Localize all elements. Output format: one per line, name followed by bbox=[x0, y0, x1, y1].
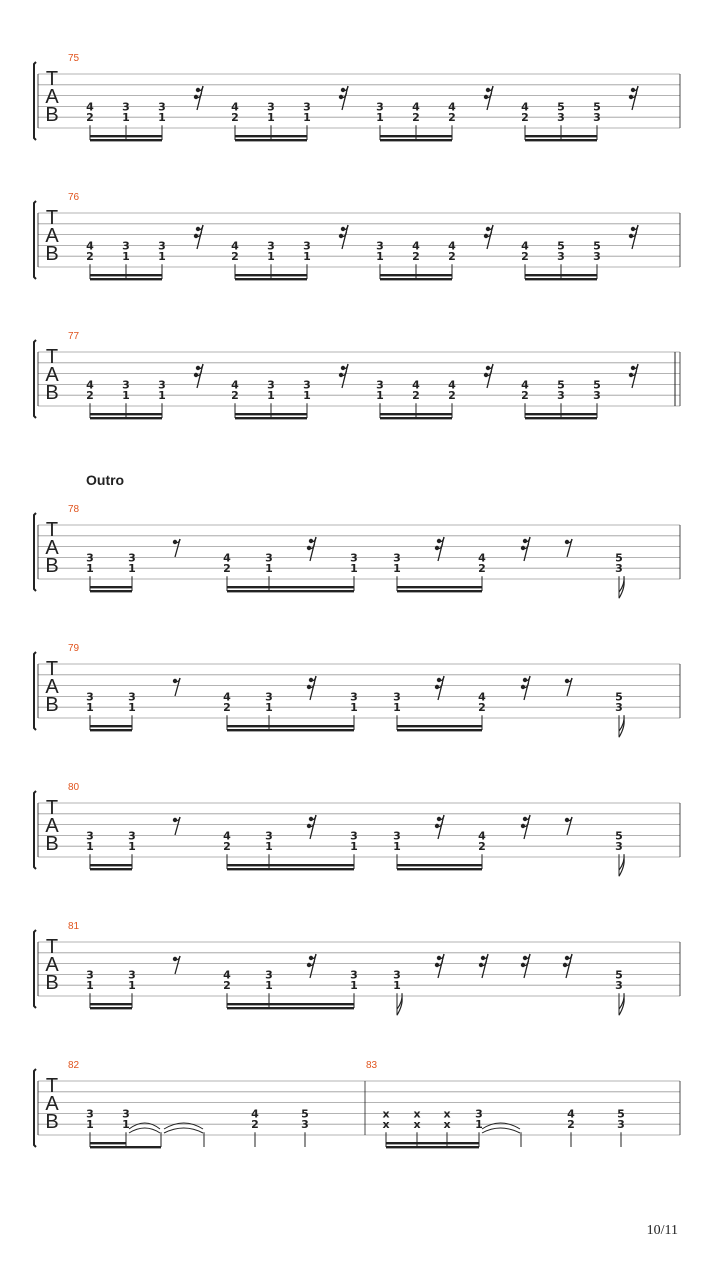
tab-staff bbox=[34, 652, 680, 737]
tab-clef-letter: T bbox=[45, 936, 59, 958]
tab-clef-letter: B bbox=[45, 382, 59, 404]
fret-number: 1 bbox=[158, 111, 166, 125]
fret-number: 1 bbox=[128, 840, 136, 854]
fret-number: 4 bbox=[412, 100, 420, 114]
tab-clef-letter: B bbox=[45, 694, 59, 716]
fret-number: 4 bbox=[231, 100, 239, 114]
measure-number: 81 bbox=[68, 921, 80, 932]
beam bbox=[380, 413, 452, 415]
fret-number: 3 bbox=[393, 690, 401, 704]
fret-number: 1 bbox=[122, 111, 130, 125]
fret-number: 1 bbox=[303, 389, 311, 403]
fret-number: 2 bbox=[412, 111, 420, 125]
tab-staff bbox=[34, 513, 680, 598]
beam bbox=[380, 278, 452, 280]
fret-number: 2 bbox=[567, 1118, 575, 1132]
fret-number: 3 bbox=[593, 389, 601, 403]
tab-clef-letter: A bbox=[45, 1093, 59, 1115]
fret-number: 1 bbox=[267, 389, 275, 403]
fret-number: 4 bbox=[231, 239, 239, 253]
systems bbox=[34, 53, 680, 1148]
fret-number: 3 bbox=[557, 250, 565, 264]
fret-number: 2 bbox=[86, 250, 94, 264]
fret-number: 1 bbox=[350, 562, 358, 576]
beam bbox=[90, 135, 162, 137]
eighth-rest bbox=[173, 817, 180, 835]
fret-number: 3 bbox=[158, 100, 166, 114]
fret-number: 3 bbox=[267, 100, 275, 114]
beam bbox=[397, 864, 482, 866]
tab-clef-letter: T bbox=[45, 1075, 59, 1097]
fret-number: 4 bbox=[478, 551, 486, 565]
beam bbox=[227, 1003, 354, 1005]
fret-number: 4 bbox=[521, 100, 529, 114]
beam bbox=[386, 1142, 479, 1144]
tab-clef-letter: B bbox=[45, 104, 59, 126]
fret-number: 3 bbox=[376, 239, 384, 253]
fret-number: 1 bbox=[267, 111, 275, 125]
fret-number: 3 bbox=[265, 551, 273, 565]
fret-number: 3 bbox=[122, 1107, 130, 1121]
fret-number: 2 bbox=[231, 250, 239, 264]
beam bbox=[126, 1146, 161, 1148]
fret-number: 2 bbox=[521, 111, 529, 125]
fret-number: 1 bbox=[86, 840, 94, 854]
fret-number: 3 bbox=[393, 551, 401, 565]
fret-number: 1 bbox=[393, 701, 401, 715]
fret-number: x bbox=[413, 1107, 421, 1121]
fret-number: 4 bbox=[567, 1107, 575, 1121]
fret-number: 5 bbox=[617, 1107, 625, 1121]
fret-number: x bbox=[443, 1107, 451, 1121]
tab-clef-letter: A bbox=[45, 537, 59, 559]
fret-number: 1 bbox=[303, 111, 311, 125]
fret-number: 1 bbox=[265, 562, 273, 576]
fret-number: 1 bbox=[376, 389, 384, 403]
beam bbox=[90, 729, 132, 731]
tab-staff bbox=[34, 1069, 680, 1148]
measure-number: 75 bbox=[68, 53, 80, 64]
fret-number: 3 bbox=[158, 239, 166, 253]
fret-number: 1 bbox=[350, 979, 358, 993]
fret-number: 2 bbox=[478, 701, 486, 715]
eighth-rest bbox=[173, 956, 180, 974]
fret-number: 1 bbox=[350, 701, 358, 715]
beam bbox=[90, 725, 132, 727]
tab-clef-letter: B bbox=[45, 972, 59, 994]
fret-number: 5 bbox=[593, 239, 601, 253]
fret-number: 3 bbox=[128, 829, 136, 843]
tab-clef-letter: A bbox=[45, 676, 59, 698]
fret-number: 3 bbox=[128, 968, 136, 982]
fret-number: 3 bbox=[86, 968, 94, 982]
fret-number: 5 bbox=[593, 100, 601, 114]
fret-number: 2 bbox=[223, 562, 231, 576]
fret-number: 3 bbox=[350, 551, 358, 565]
fret-number: 3 bbox=[265, 829, 273, 843]
fret-number: 1 bbox=[128, 979, 136, 993]
fret-number: 1 bbox=[128, 562, 136, 576]
fret-number: 3 bbox=[593, 111, 601, 125]
fret-number: 4 bbox=[231, 378, 239, 392]
beam bbox=[90, 868, 132, 870]
fret-number: 1 bbox=[122, 389, 130, 403]
fret-number: 2 bbox=[448, 250, 456, 264]
fret-number: 4 bbox=[478, 690, 486, 704]
fret-number: 3 bbox=[376, 100, 384, 114]
fret-number: 1 bbox=[265, 840, 273, 854]
fret-number: 1 bbox=[86, 701, 94, 715]
fret-number: 2 bbox=[86, 389, 94, 403]
fret-number: 5 bbox=[615, 551, 623, 565]
fret-number: 2 bbox=[521, 250, 529, 264]
fret-number: 3 bbox=[557, 389, 565, 403]
beam bbox=[90, 139, 162, 141]
beam bbox=[380, 274, 452, 276]
staff-bracket bbox=[34, 652, 36, 730]
fret-number: 2 bbox=[223, 979, 231, 993]
tab-clef-letter: B bbox=[45, 243, 59, 265]
fret-number: 4 bbox=[86, 239, 94, 253]
fret-number: 2 bbox=[448, 389, 456, 403]
fret-number: 1 bbox=[158, 389, 166, 403]
beam bbox=[397, 868, 482, 870]
fret-number: 3 bbox=[122, 100, 130, 114]
eighth-rest bbox=[173, 678, 180, 696]
fret-number: 4 bbox=[86, 100, 94, 114]
beam bbox=[227, 729, 354, 731]
beam bbox=[90, 1003, 132, 1005]
fret-number: 5 bbox=[557, 378, 565, 392]
beam bbox=[386, 1146, 479, 1148]
fret-number: 4 bbox=[86, 378, 94, 392]
staff-bracket bbox=[34, 791, 36, 869]
fret-number: 1 bbox=[158, 250, 166, 264]
beam bbox=[380, 135, 452, 137]
fret-number: 3 bbox=[393, 829, 401, 843]
fret-number: 3 bbox=[615, 979, 623, 993]
staff-bracket bbox=[34, 62, 36, 140]
fret-number: 2 bbox=[412, 250, 420, 264]
fret-number: 3 bbox=[615, 562, 623, 576]
fret-number: 2 bbox=[478, 562, 486, 576]
eighth-rest bbox=[565, 678, 572, 696]
page-number: 10/11 bbox=[646, 1223, 678, 1238]
fret-number: 3 bbox=[267, 378, 275, 392]
fret-number: x bbox=[413, 1118, 421, 1132]
beam bbox=[235, 417, 307, 419]
tab-clef-letter: T bbox=[45, 797, 59, 819]
fret-number: 1 bbox=[122, 250, 130, 264]
tab-clef-letter: B bbox=[45, 555, 59, 577]
staff-bracket bbox=[34, 930, 36, 1008]
fret-number: 2 bbox=[223, 701, 231, 715]
fret-number: 3 bbox=[303, 378, 311, 392]
fret-number: 1 bbox=[86, 979, 94, 993]
fret-number: 4 bbox=[412, 239, 420, 253]
beam bbox=[90, 417, 162, 419]
beam bbox=[90, 586, 132, 588]
tab-clef-letter: T bbox=[45, 519, 59, 541]
fret-number: 3 bbox=[265, 968, 273, 982]
fret-number: 3 bbox=[350, 690, 358, 704]
beam bbox=[235, 274, 307, 276]
tab-clef-letter: A bbox=[45, 815, 59, 837]
fret-number: 3 bbox=[86, 829, 94, 843]
beam bbox=[90, 864, 132, 866]
fret-number: 3 bbox=[86, 1107, 94, 1121]
beam bbox=[525, 135, 597, 137]
fret-number: x bbox=[382, 1107, 390, 1121]
fret-number: 3 bbox=[303, 239, 311, 253]
fret-number: 3 bbox=[615, 701, 623, 715]
beam bbox=[380, 417, 452, 419]
fret-number: 3 bbox=[350, 968, 358, 982]
measure-number: 79 bbox=[68, 643, 80, 654]
fret-number: 5 bbox=[593, 378, 601, 392]
fret-number: 3 bbox=[617, 1118, 625, 1132]
beam bbox=[227, 725, 354, 727]
fret-number: 1 bbox=[86, 1118, 94, 1132]
fret-number: 3 bbox=[593, 250, 601, 264]
fret-number: 2 bbox=[231, 389, 239, 403]
fret-number: 3 bbox=[557, 111, 565, 125]
tie-arc bbox=[129, 1128, 160, 1133]
fret-number: 4 bbox=[223, 968, 231, 982]
beam bbox=[90, 1146, 126, 1148]
fret-number: x bbox=[382, 1118, 390, 1132]
staff-bracket bbox=[34, 340, 36, 418]
beam bbox=[525, 274, 597, 276]
beam bbox=[90, 278, 162, 280]
fret-number: 2 bbox=[448, 111, 456, 125]
measure-number: 80 bbox=[68, 782, 80, 793]
fret-number: 1 bbox=[128, 701, 136, 715]
tab-clef-letter: B bbox=[45, 1111, 59, 1133]
tab-staff bbox=[34, 201, 680, 280]
fret-number: 5 bbox=[615, 690, 623, 704]
fret-number: 1 bbox=[393, 840, 401, 854]
beam bbox=[227, 864, 354, 866]
fret-number: 3 bbox=[615, 840, 623, 854]
fret-number: 1 bbox=[376, 111, 384, 125]
beam bbox=[90, 274, 162, 276]
tab-clef-letter: T bbox=[45, 658, 59, 680]
tie-arc bbox=[482, 1128, 520, 1133]
fret-number: 1 bbox=[393, 562, 401, 576]
fret-number: 2 bbox=[251, 1118, 259, 1132]
beam bbox=[380, 139, 452, 141]
beam bbox=[235, 135, 307, 137]
measure-number: 78 bbox=[68, 504, 80, 515]
beam bbox=[235, 413, 307, 415]
beam bbox=[227, 868, 354, 870]
fret-number: 1 bbox=[265, 701, 273, 715]
fret-number: 5 bbox=[301, 1107, 309, 1121]
tab-clef-letter: A bbox=[45, 364, 59, 386]
fret-number: 3 bbox=[393, 968, 401, 982]
fret-number: 4 bbox=[412, 378, 420, 392]
fret-number: 3 bbox=[122, 239, 130, 253]
beam bbox=[525, 417, 597, 419]
measure-number: 82 bbox=[68, 1060, 80, 1071]
fret-number: 4 bbox=[448, 378, 456, 392]
fret-number: 3 bbox=[350, 829, 358, 843]
tab-clef-letter: B bbox=[45, 833, 59, 855]
fret-number: 5 bbox=[557, 100, 565, 114]
beam bbox=[90, 1142, 126, 1144]
tab-clef-letter: A bbox=[45, 86, 59, 108]
fret-number: 4 bbox=[521, 378, 529, 392]
fret-number: 1 bbox=[376, 250, 384, 264]
fret-number: 3 bbox=[301, 1118, 309, 1132]
beam bbox=[227, 590, 354, 592]
tab-staff bbox=[34, 62, 680, 141]
beam bbox=[525, 278, 597, 280]
fret-number: 3 bbox=[475, 1107, 483, 1121]
fret-number: 3 bbox=[303, 100, 311, 114]
fret-number: 1 bbox=[475, 1118, 483, 1132]
fret-number: 3 bbox=[128, 551, 136, 565]
fret-number: 1 bbox=[267, 250, 275, 264]
tab-staff bbox=[34, 930, 680, 1015]
fret-number: 4 bbox=[223, 551, 231, 565]
eighth-rest bbox=[565, 817, 572, 835]
tab-staff bbox=[34, 340, 680, 419]
fret-number: 2 bbox=[412, 389, 420, 403]
staff-bracket bbox=[34, 201, 36, 279]
fret-number: 2 bbox=[86, 111, 94, 125]
beam bbox=[525, 139, 597, 141]
tab-staff bbox=[34, 791, 680, 876]
fret-number: 3 bbox=[267, 239, 275, 253]
tab-clef-letter: A bbox=[45, 225, 59, 247]
beam bbox=[227, 1007, 354, 1009]
fret-number: 4 bbox=[223, 829, 231, 843]
fret-number: 3 bbox=[265, 690, 273, 704]
eighth-rest bbox=[173, 539, 180, 557]
fret-number: 2 bbox=[223, 840, 231, 854]
tab-clef-letter: T bbox=[45, 207, 59, 229]
tab-clef-letter: A bbox=[45, 954, 59, 976]
fret-number: 4 bbox=[478, 829, 486, 843]
fret-number: 4 bbox=[448, 100, 456, 114]
beam bbox=[397, 729, 482, 731]
fret-number: 1 bbox=[122, 1118, 130, 1132]
beam bbox=[397, 586, 482, 588]
beam bbox=[235, 139, 307, 141]
tab-clef-letter: T bbox=[45, 68, 59, 90]
measure-number: 83 bbox=[366, 1060, 378, 1071]
fret-number: 5 bbox=[557, 239, 565, 253]
fret-number: x bbox=[443, 1118, 451, 1132]
beam bbox=[227, 586, 354, 588]
staff-bracket bbox=[34, 1069, 36, 1147]
beam bbox=[525, 413, 597, 415]
measure-number: 77 bbox=[68, 331, 80, 342]
fret-number: 1 bbox=[393, 979, 401, 993]
beam bbox=[90, 1007, 132, 1009]
tie-arc bbox=[164, 1128, 203, 1133]
fret-number: 4 bbox=[251, 1107, 259, 1121]
fret-number: 5 bbox=[615, 829, 623, 843]
fret-number: 4 bbox=[521, 239, 529, 253]
staff-bracket bbox=[34, 513, 36, 591]
fret-number: 4 bbox=[448, 239, 456, 253]
fret-number: 3 bbox=[376, 378, 384, 392]
fret-number: 1 bbox=[350, 840, 358, 854]
fret-number: 1 bbox=[86, 562, 94, 576]
fret-number: 1 bbox=[265, 979, 273, 993]
beam bbox=[90, 413, 162, 415]
beam bbox=[235, 278, 307, 280]
fret-number: 3 bbox=[128, 690, 136, 704]
fret-number: 2 bbox=[231, 111, 239, 125]
beam bbox=[397, 725, 482, 727]
fret-number: 5 bbox=[615, 968, 623, 982]
measure-number: 76 bbox=[68, 192, 80, 203]
fret-number: 3 bbox=[158, 378, 166, 392]
tab-clef-letter: T bbox=[45, 346, 59, 368]
beam bbox=[90, 590, 132, 592]
fret-number: 3 bbox=[122, 378, 130, 392]
beam bbox=[397, 590, 482, 592]
section-label-outro: Outro bbox=[86, 472, 125, 488]
eighth-rest bbox=[565, 539, 572, 557]
fret-number: 4 bbox=[223, 690, 231, 704]
fret-number: 3 bbox=[86, 551, 94, 565]
fret-number: 2 bbox=[478, 840, 486, 854]
fret-number: 2 bbox=[521, 389, 529, 403]
fret-number: 1 bbox=[303, 250, 311, 264]
fret-number: 3 bbox=[86, 690, 94, 704]
